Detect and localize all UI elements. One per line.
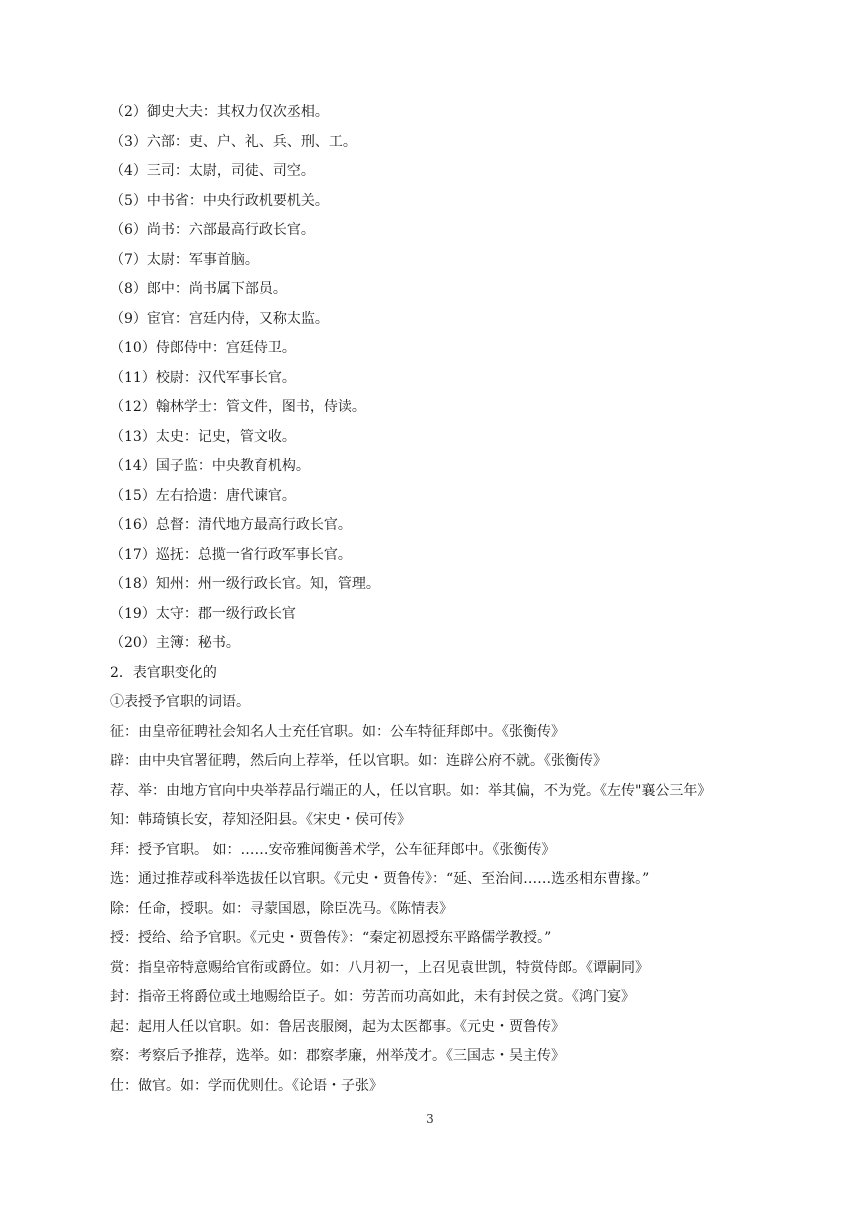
text-line: 仕：做官。如：学而优则仕。《论语・子张》 xyxy=(110,1077,383,1094)
text-line: 2．表官职变化的 xyxy=(110,664,217,681)
text-line: 起：起用人任以官职。如：鲁居丧服阕，起为太医都事。《元史・贾鲁传》 xyxy=(110,1018,565,1035)
text-line: 拜：授予官职。 如：……安帝雅闻衡善术学，公车征拜郎中。《张衡传》 xyxy=(110,841,556,858)
text-line: 授：授给、给予官职。《元史・贾鲁传》：“秦定初恩授东平路儒学教授。” xyxy=(110,930,552,946)
text-line: （18）知州：州一级行政长官。知，管理。 xyxy=(110,576,380,592)
text-line: （19）太守：郡一级行政长官 xyxy=(110,605,296,622)
text-line: （6）尚书：六部最高行政长官。 xyxy=(110,222,315,238)
text-line: （14）国子监：中央教育机构。 xyxy=(110,458,310,474)
text-line: （9）宦官：宫廷内侍，又称太监。 xyxy=(110,310,329,327)
text-line: （7）太尉：军事首脑。 xyxy=(110,251,259,268)
text-line: 荐、举：由地方官向中央举荐品行端正的人，任以官职。如：举其偏，不为党。《左传"襄公三年》 xyxy=(110,782,712,799)
text-line: （3）六部：吏、户、礼、兵、刑、工。 xyxy=(110,133,357,150)
page-number: 3 xyxy=(426,1112,434,1126)
text-line: （4）三司：太尉，司徒、司空。 xyxy=(110,163,315,179)
text-line: 赏：指皇帝特意赐给官衔或爵位。如：八月初一，上召见袁世凯，特赏侍郎。《谭嗣同》 xyxy=(110,959,649,976)
text-line: （20）主簿：秘书。 xyxy=(110,635,240,651)
text-line: （11）校尉：汉代军事长官。 xyxy=(110,369,296,386)
text-line: 知：韩琦镇长安，荐知泾阳县。《宋史・侯可传》 xyxy=(110,812,411,828)
text-line: 选：通过推荐或科举选拔任以官职。《元史・贾鲁传》：“延、至治间……选丞相东曹掾。” xyxy=(110,871,650,887)
text-line: （12）翰林学士：管文件，图书，侍读。 xyxy=(110,399,366,415)
text-line: （5）中书省：中央行政机要机关。 xyxy=(110,192,329,209)
text-line: （8）郎中：尚书属下部员。 xyxy=(110,281,287,297)
text-line: 封：指帝王将爵位或土地赐给臣子。如：劳苦而功高如此，未有封侯之赏。《鸿门宴》 xyxy=(110,989,635,1005)
document-body xyxy=(110,98,770,1101)
text-line: （15）左右拾遗：唐代谏官。 xyxy=(110,487,296,504)
text-line: （13）太史：记史，管文收。 xyxy=(110,428,296,445)
text-line: 辟：由中央官署征聘，然后向上荐举，任以官职。如：连辟公府不就。《张衡传》 xyxy=(110,753,607,769)
subsection-heading: 征：由皇帝征聘社会知名人士充任官职。如：公车特征拜郎中。《张衡传》 xyxy=(110,723,565,740)
text-line: （10）侍郎侍中：宫廷侍卫。 xyxy=(110,340,296,356)
text-line: 察：考察后予推荐，选举。如：郡察孝廉，州举茂才。《三国志・吴主传》 xyxy=(110,1048,565,1064)
text-line: （2）御史大夫：其权力仅次丞相。 xyxy=(110,104,329,120)
text-line: 除：任命，授职。如：寻蒙国恩，除臣冼马。《陈情表》 xyxy=(110,900,453,917)
text-line: （17）巡抚：总揽一省行政军事长官。 xyxy=(110,546,352,563)
text-line: （16）总督：清代地方最高行政长官。 xyxy=(110,517,352,533)
section-heading: ①表授予官职的词语。 xyxy=(110,694,250,710)
